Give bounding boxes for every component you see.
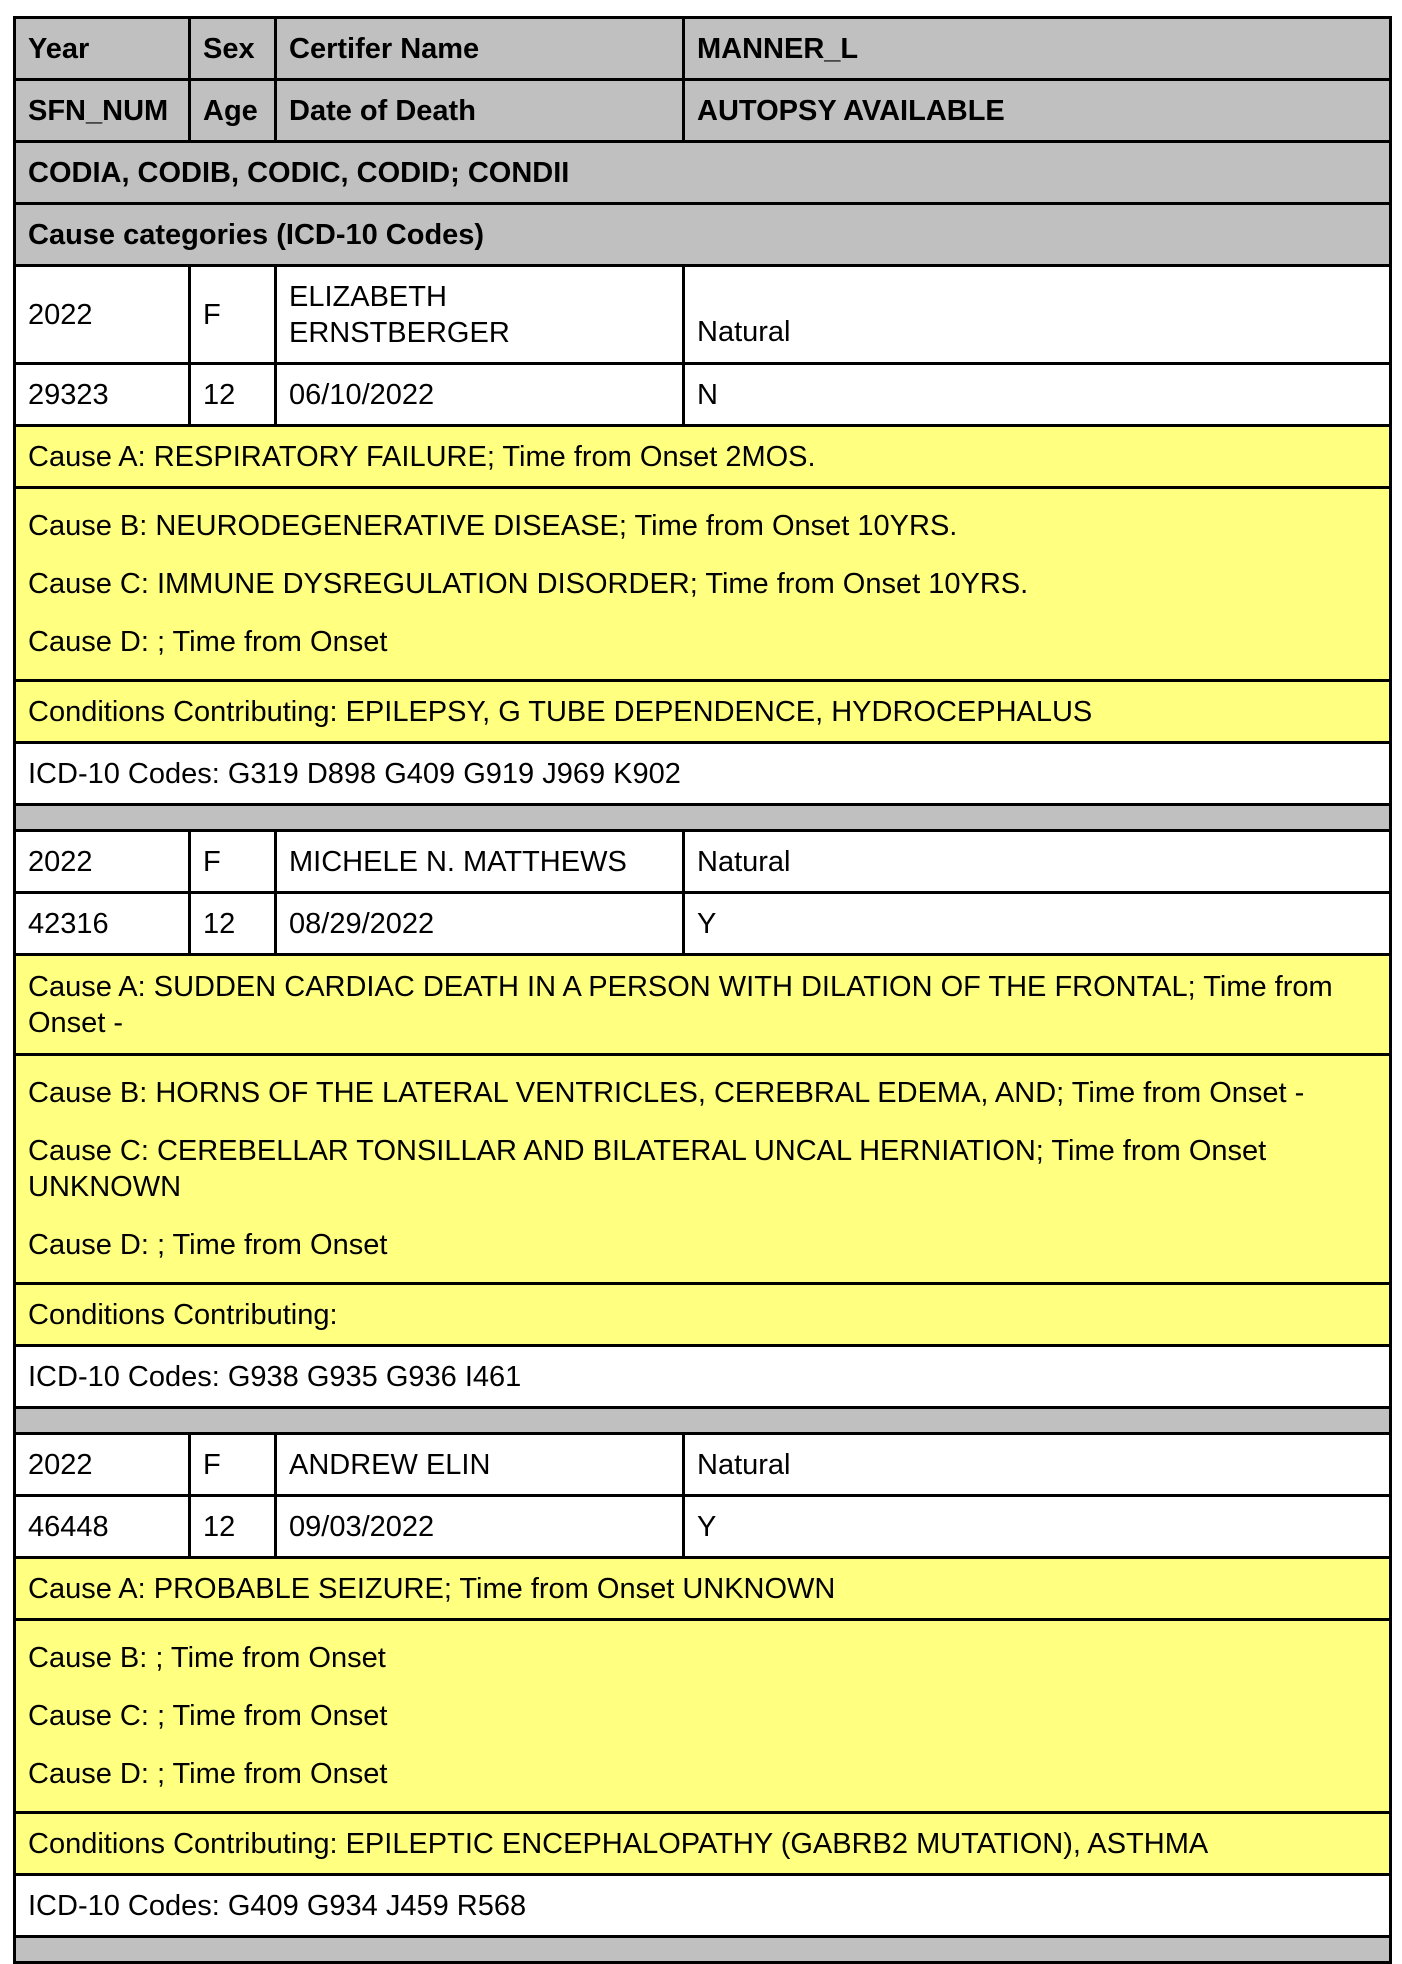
record-year: 2022: [15, 831, 190, 893]
icd-codes: ICD-10 Codes: G319 D898 G409 G919 J969 K902: [15, 743, 1391, 805]
cause-d: Cause D: ; Time from Onset: [28, 1758, 388, 1790]
record-sfn: 29323: [15, 364, 190, 426]
icd-row: [15, 1875, 1391, 1937]
record-certifier: ANDREW ELIN: [276, 1434, 684, 1496]
header-sex: Sex: [190, 18, 276, 80]
record-row-1: [15, 831, 1391, 893]
record-age: 12: [190, 364, 276, 426]
header-age: Age: [190, 80, 276, 142]
record-certifier: MICHELE N. MATTHEWS: [276, 831, 684, 893]
cause-a-row: [15, 1558, 1391, 1620]
record-sfn: 46448: [15, 1496, 190, 1558]
record-row-1: [15, 266, 1391, 364]
record-year: 2022: [15, 266, 190, 364]
record-sfn: 42316: [15, 893, 190, 955]
header-codes-line: CODIA, CODIB, CODIC, CODID; CONDII: [15, 142, 1391, 204]
separator-cell: [15, 805, 1391, 831]
cause-b: Cause B: NEURODEGENERATIVE DISEASE; Time from Onset 10YRS.: [28, 510, 958, 542]
cause-bcd-cell: [15, 1620, 1391, 1813]
record-separator: [15, 1408, 1391, 1434]
record-manner: Natural: [684, 266, 1391, 364]
record-sex: F: [190, 266, 276, 364]
cause-bcd-cell: [15, 1055, 1391, 1284]
conditions-contributing: Conditions Contributing:: [15, 1284, 1391, 1346]
record-certifier: ELIZABETH ERNSTBERGER: [276, 266, 684, 364]
conditions-row: [15, 1813, 1391, 1875]
cause-bcd-row: [15, 488, 1391, 681]
separator-cell: [15, 1408, 1391, 1434]
cause-a-row: [15, 955, 1391, 1055]
records-table: [13, 16, 1392, 1964]
header-sfn: SFN_NUM: [15, 80, 190, 142]
record-dod: 08/29/2022: [276, 893, 684, 955]
record-dod: 09/03/2022: [276, 1496, 684, 1558]
cause-d: Cause D: ; Time from Onset: [28, 626, 388, 658]
header-dod: Date of Death: [276, 80, 684, 142]
cause-c: Cause C: IMMUNE DYSREGULATION DISORDER; Time from Onset 10YRS.: [28, 568, 1029, 600]
header-row-3: [15, 142, 1391, 204]
icd-codes: ICD-10 Codes: G409 G934 J459 R568: [15, 1875, 1391, 1937]
record-age: 12: [190, 893, 276, 955]
cause-d: Cause D: ; Time from Onset: [28, 1229, 388, 1261]
record-row-2: [15, 364, 1391, 426]
record-row-1: [15, 1434, 1391, 1496]
header-row-4: [15, 204, 1391, 266]
record-age: 12: [190, 1496, 276, 1558]
icd-row: [15, 743, 1391, 805]
record-separator: [15, 1937, 1391, 1963]
conditions-contributing: Conditions Contributing: EPILEPSY, G TUBE DEPENDENCE, HYDROCEPHALUS: [15, 681, 1391, 743]
record-year: 2022: [15, 1434, 190, 1496]
record-row-2: [15, 893, 1391, 955]
record-sex: F: [190, 1434, 276, 1496]
icd-row: [15, 1346, 1391, 1408]
cause-c: Cause C: ; Time from Onset: [28, 1700, 388, 1732]
cause-a: Cause A: PROBABLE SEIZURE; Time from Onset UNKNOWN: [15, 1558, 1391, 1620]
cause-a-row: [15, 426, 1391, 488]
header-certifier: Certifer Name: [276, 18, 684, 80]
cause-c: Cause C: CEREBELLAR TONSILLAR AND BILATERAL UNCAL HERNIATION; Time from Onset UNKNOWN: [28, 1135, 1267, 1203]
record-row-2: [15, 1496, 1391, 1558]
icd-codes: ICD-10 Codes: G938 G935 G936 I461: [15, 1346, 1391, 1408]
conditions-row: [15, 1284, 1391, 1346]
cause-a: Cause A: SUDDEN CARDIAC DEATH IN A PERSON WITH DILATION OF THE FRONTAL; Time from Onset -: [15, 955, 1391, 1055]
cause-a: Cause A: RESPIRATORY FAILURE; Time from Onset 2MOS.: [15, 426, 1391, 488]
record-manner: Natural: [684, 831, 1391, 893]
record-autopsy: Y: [684, 893, 1391, 955]
header-manner: MANNER_L: [684, 18, 1391, 80]
record-autopsy: Y: [684, 1496, 1391, 1558]
header-categories-line: Cause categories (ICD-10 Codes): [15, 204, 1391, 266]
cause-bcd-cell: [15, 488, 1391, 681]
conditions-contributing: Conditions Contributing: EPILEPTIC ENCEPHALOPATHY (GABRB2 MUTATION), ASTHMA: [15, 1813, 1391, 1875]
conditions-row: [15, 681, 1391, 743]
header-row-2: [15, 80, 1391, 142]
cause-bcd-row: [15, 1620, 1391, 1813]
record-manner: Natural: [684, 1434, 1391, 1496]
record-autopsy: N: [684, 364, 1391, 426]
separator-cell: [15, 1937, 1391, 1963]
record-dod: 06/10/2022: [276, 364, 684, 426]
death-records-document: [13, 16, 1389, 1964]
header-autopsy: AUTOPSY AVAILABLE: [684, 80, 1391, 142]
cause-b: Cause B: ; Time from Onset: [28, 1642, 386, 1674]
header-year: Year: [15, 18, 190, 80]
header-row-1: [15, 18, 1391, 80]
record-separator: [15, 805, 1391, 831]
record-sex: F: [190, 831, 276, 893]
cause-bcd-row: [15, 1055, 1391, 1284]
cause-b: Cause B: HORNS OF THE LATERAL VENTRICLES, CEREBRAL EDEMA, AND; Time from Onset -: [28, 1077, 1305, 1109]
